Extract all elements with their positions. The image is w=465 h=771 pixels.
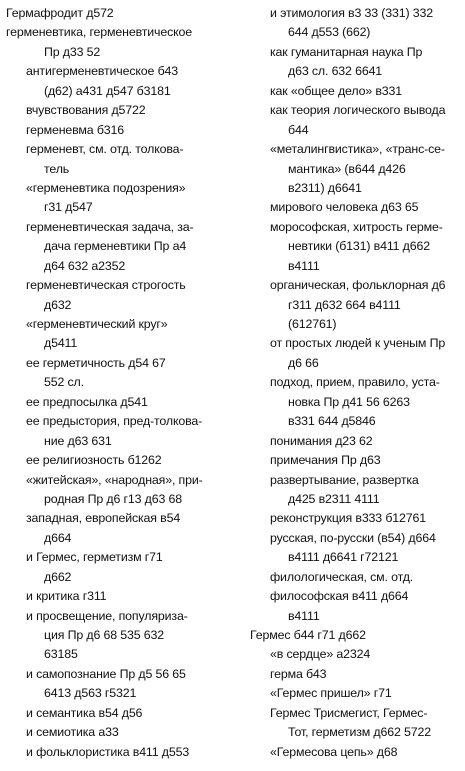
index-subentry: западная, европейская в54: [26, 511, 181, 526]
index-continuation-line: ние д63 631: [44, 433, 112, 448]
index-continuation-line: д5411: [44, 336, 78, 351]
index-subentry: герменевтическая задача, за-: [26, 219, 194, 234]
index-subentry: филологическая, см. отд.: [270, 569, 414, 584]
index-subentry: ее религиозность б1262: [26, 453, 162, 468]
index-continuation-line: родная Пр д6 г13 д63 68: [44, 491, 182, 506]
index-continuation-line: 644 д553 (662): [288, 25, 371, 40]
index-continuation-line: д6 66: [288, 355, 319, 370]
index-continuation-line: в4111 д6641 г72121: [288, 550, 399, 565]
index-continuation-line: мантика» (в644 д426: [288, 161, 406, 176]
index-subentry: «Гермес пришел» г71: [270, 686, 392, 701]
index-subentry: русская, по-русски (в54) д664: [270, 530, 436, 545]
index-subentry: антигерменевтическое б43: [26, 64, 179, 79]
index-continuation-line: д425 в2311 4111: [288, 491, 380, 506]
index-subentry: «Гермесова цепь» д68: [270, 744, 398, 759]
index-subentry: философская в411 д664: [270, 589, 409, 604]
index-continuation-line: тель: [44, 161, 70, 176]
index-subentry: реконструкция в333 б12761: [270, 511, 426, 526]
index-continuation-line: д664: [44, 530, 72, 545]
index-subentry: герменевтическая строгость: [26, 278, 186, 293]
index-subentry: мирового человека д63 65: [270, 200, 419, 215]
index-continuation-line: невтики (б131) в411 д662: [288, 239, 430, 254]
index-continuation-line: д632: [44, 297, 72, 312]
index-continuation-line: Пр д33 52: [44, 44, 101, 59]
index-subentry: и Гермес, герметизм г71: [26, 550, 163, 565]
index-subentry: примечания Пр д63: [270, 453, 381, 468]
index-subentry: и критика г311: [26, 589, 107, 604]
index-subentry: герма б43: [270, 666, 327, 681]
index-subentry: и просвещение, популяриза-: [26, 608, 188, 623]
index-subentry: понимания д23 62: [270, 433, 373, 448]
index-subentry: «герменевтика подозрения»: [26, 180, 186, 195]
index-continuation-line: в2311) д6641: [288, 180, 362, 195]
index-subentry: Гермес Трисмегист, Гермес-: [270, 705, 428, 720]
index-subentry: и семиотика а33: [26, 725, 119, 740]
index-subentry: «в сердце» а2324: [270, 647, 371, 662]
index-subentry: как теория логического вывода: [270, 103, 446, 118]
index-headword: герменевтика, герменевтическое: [6, 25, 193, 40]
index-continuation-line: г31 д547: [44, 200, 93, 215]
index-continuation-line: 552 сл.: [44, 375, 84, 390]
index-headword: Гермафродит д572: [6, 6, 114, 20]
index-subentry: ее герметичность д54 67: [26, 355, 166, 370]
index-continuation-line: 63185: [44, 647, 78, 662]
index-continuation-line: д63 сл. 632 6641: [288, 64, 383, 79]
index-column-right: [250, 4, 462, 762]
index-continuation-line: в4111: [288, 608, 320, 623]
index-continuation-line: д662: [44, 569, 72, 584]
index-subentry: подход, прием, правило, уста-: [270, 375, 440, 390]
index-subentry: «герменевтический круг»: [26, 317, 168, 331]
index-continuation-line: 6413 д563 г5321: [44, 686, 137, 701]
index-subentry: ее предыстория, пред-толкова-: [26, 414, 203, 429]
index-subentry: органическая, фольклорная д6: [270, 278, 446, 293]
index-subentry: и семантика в54 д56: [26, 705, 143, 720]
index-continuation-line: (612761): [288, 317, 337, 331]
index-subentry: герменевт, см. отд. толкова-: [26, 142, 184, 157]
index-continuation-line: Тот, герметизм д662 5722: [288, 725, 431, 740]
index-subentry: ее предпосылка д541: [26, 394, 148, 409]
index-continuation-line: в331 644 д5846: [288, 414, 376, 429]
index-continuation-line: новка Пр д41 56 6263: [288, 394, 410, 409]
index-continuation-line: д64 632 а2352: [44, 258, 126, 273]
index-subentry: герменевма б316: [26, 122, 124, 137]
index-continuation-line: б44: [288, 122, 309, 137]
index-subentry: «житейская», «народная», при-: [26, 472, 203, 487]
index-continuation-line: ция Пр д6 68 535 632: [44, 628, 164, 642]
index-continuation-line: дача герменевтики Пр а4: [44, 239, 187, 254]
index-headword: Гермес б44 г71 д662: [250, 628, 366, 642]
index-subentry: развертывание, развертка: [270, 472, 419, 487]
index-continuation-line: г311 д632 664 в4111: [288, 297, 401, 312]
index-subentry: и самопознание Пр д5 56 65: [26, 666, 186, 681]
index-subentry: и фольклористика в411 д553: [26, 744, 190, 759]
index-subentry: как «общее дело» в331: [270, 83, 403, 98]
index-continuation-line: в4111: [288, 258, 320, 273]
index-subentry: «металингвистика», «транс-се-: [270, 142, 445, 157]
index-subentry: от простых людей к ученым Пр: [270, 336, 446, 351]
index-subentry: вчувствования д5722: [26, 103, 146, 118]
index-column-left: [6, 4, 236, 762]
index-subentry: как гуманитарная наука Пр: [270, 44, 423, 59]
index-continuation-line: (д62) а431 д547 б3181: [44, 83, 171, 98]
index-subentry: и этимология в3 33 (331) 332: [270, 6, 433, 20]
index-subentry: морософская, хитрость герме-: [270, 219, 443, 234]
